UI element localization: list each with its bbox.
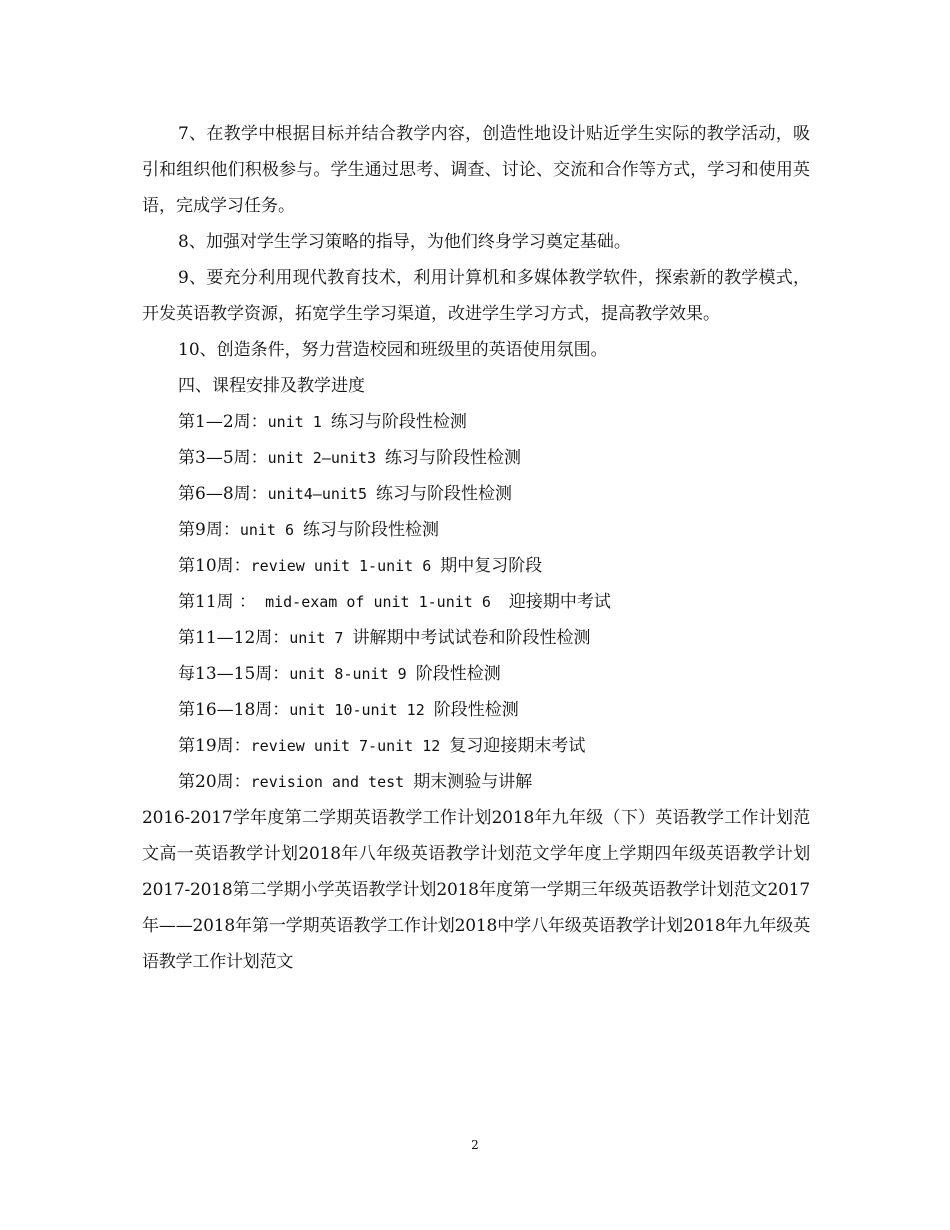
paragraph-8: 8、加强对学生学习策略的指导，为他们终身学习奠定基础。 [178, 232, 631, 252]
schedule-item [142, 764, 810, 800]
schedule-task: 讲解期中考试试卷和阶段性检测 [352, 628, 591, 648]
page-number: 2 [471, 1138, 479, 1152]
schedule-unit: unit4—unit5 [267, 485, 377, 503]
paragraph-9: 9、要充分利用现代教育技术，利用计算机和多媒体教学软件，探索新的教学模式，开发英语教学资源，拓宽学生学习渠道，改进学生学习方式，提高教学效果。 [142, 268, 810, 324]
paragraph-10: 10、创造条件，努力营造校园和班级里的英语使用氛围。 [178, 340, 608, 360]
schedule-item [142, 548, 810, 584]
schedule-task: 练习与阶段性检测 [385, 448, 522, 468]
schedule-item [142, 512, 810, 548]
schedule-week: 第19周： [178, 736, 251, 756]
schedule-task: 复习迎接期末考试 [449, 736, 586, 756]
schedule-item [142, 584, 810, 620]
schedule-item [142, 476, 810, 512]
schedule-task: 迎接期中考试 [508, 592, 611, 612]
section-heading-schedule: 四、课程安排及教学进度 [178, 376, 365, 396]
schedule-item [142, 692, 810, 728]
schedule-task: 期中复习阶段 [440, 556, 543, 576]
schedule-week: 第20周： [178, 772, 251, 792]
schedule-unit: mid-exam of unit 1-unit 6 [256, 593, 509, 611]
schedule-week: 第11—12周： [178, 628, 290, 648]
schedule-unit: review unit 7-unit 12 [250, 737, 450, 755]
schedule-week: 第9周： [178, 520, 240, 540]
schedule-item [142, 404, 810, 440]
schedule-item [142, 728, 810, 764]
schedule-week: 第1—2周： [178, 412, 268, 432]
schedule-week: 第10周： [178, 556, 251, 576]
schedule-week: 第6—8周： [178, 484, 268, 504]
schedule-unit: revision and test [250, 773, 414, 791]
schedule-item [142, 656, 810, 692]
schedule-task: 练习与阶段性检测 [303, 520, 440, 540]
schedule-task: 练习与阶段性检测 [330, 412, 467, 432]
schedule-week: 第16—18周： [178, 700, 290, 720]
schedule-unit: unit 8-unit 9 [289, 665, 416, 683]
schedule-unit: unit 2—unit3 [267, 449, 386, 467]
schedule-item [142, 440, 810, 476]
schedule-task: 阶段性检测 [415, 664, 501, 684]
schedule-week: 第11周 ： [178, 592, 257, 612]
schedule-item [142, 620, 810, 656]
schedule-unit: unit 10-unit 12 [289, 701, 434, 719]
related-articles-text: 2016-2017学年度第二学期英语教学工作计划2018年九年级（下）英语教学工作计划范文高一英语教学计划2018年八年级英语教学计划范文学年度上学期四年级英语教学计划2017-2018第二学期小学英语教学计划2018年度第一学期三年级英语教学计划范文2017年——2018年第一学期英语教学工作计划2018中学八年级英语教学计划2018年九年级英语教学工作计划范文 [142, 808, 810, 972]
schedule-task: 期末测验与讲解 [413, 772, 533, 792]
schedule-week: 每13—15周： [178, 664, 290, 684]
schedule-task: 阶段性检测 [433, 700, 519, 720]
schedule-week: 第3—5周： [178, 448, 268, 468]
schedule-task: 练习与阶段性检测 [376, 484, 513, 504]
schedule-unit: unit 6 [239, 521, 304, 539]
paragraph-7: 7、在教学中根据目标并结合教学内容，创造性地设计贴近学生实际的教学活动，吸引和组织他们积极参与。学生通过思考、调查、讨论、交流和合作等方式，学习和使用英语，完成学习任务。 [142, 124, 810, 216]
page-content [142, 116, 810, 980]
schedule-unit: unit 7 [289, 629, 353, 647]
schedule-unit: unit 1 [267, 413, 331, 431]
schedule-unit: review unit 1-unit 6 [250, 557, 441, 575]
schedule-list [142, 404, 810, 800]
